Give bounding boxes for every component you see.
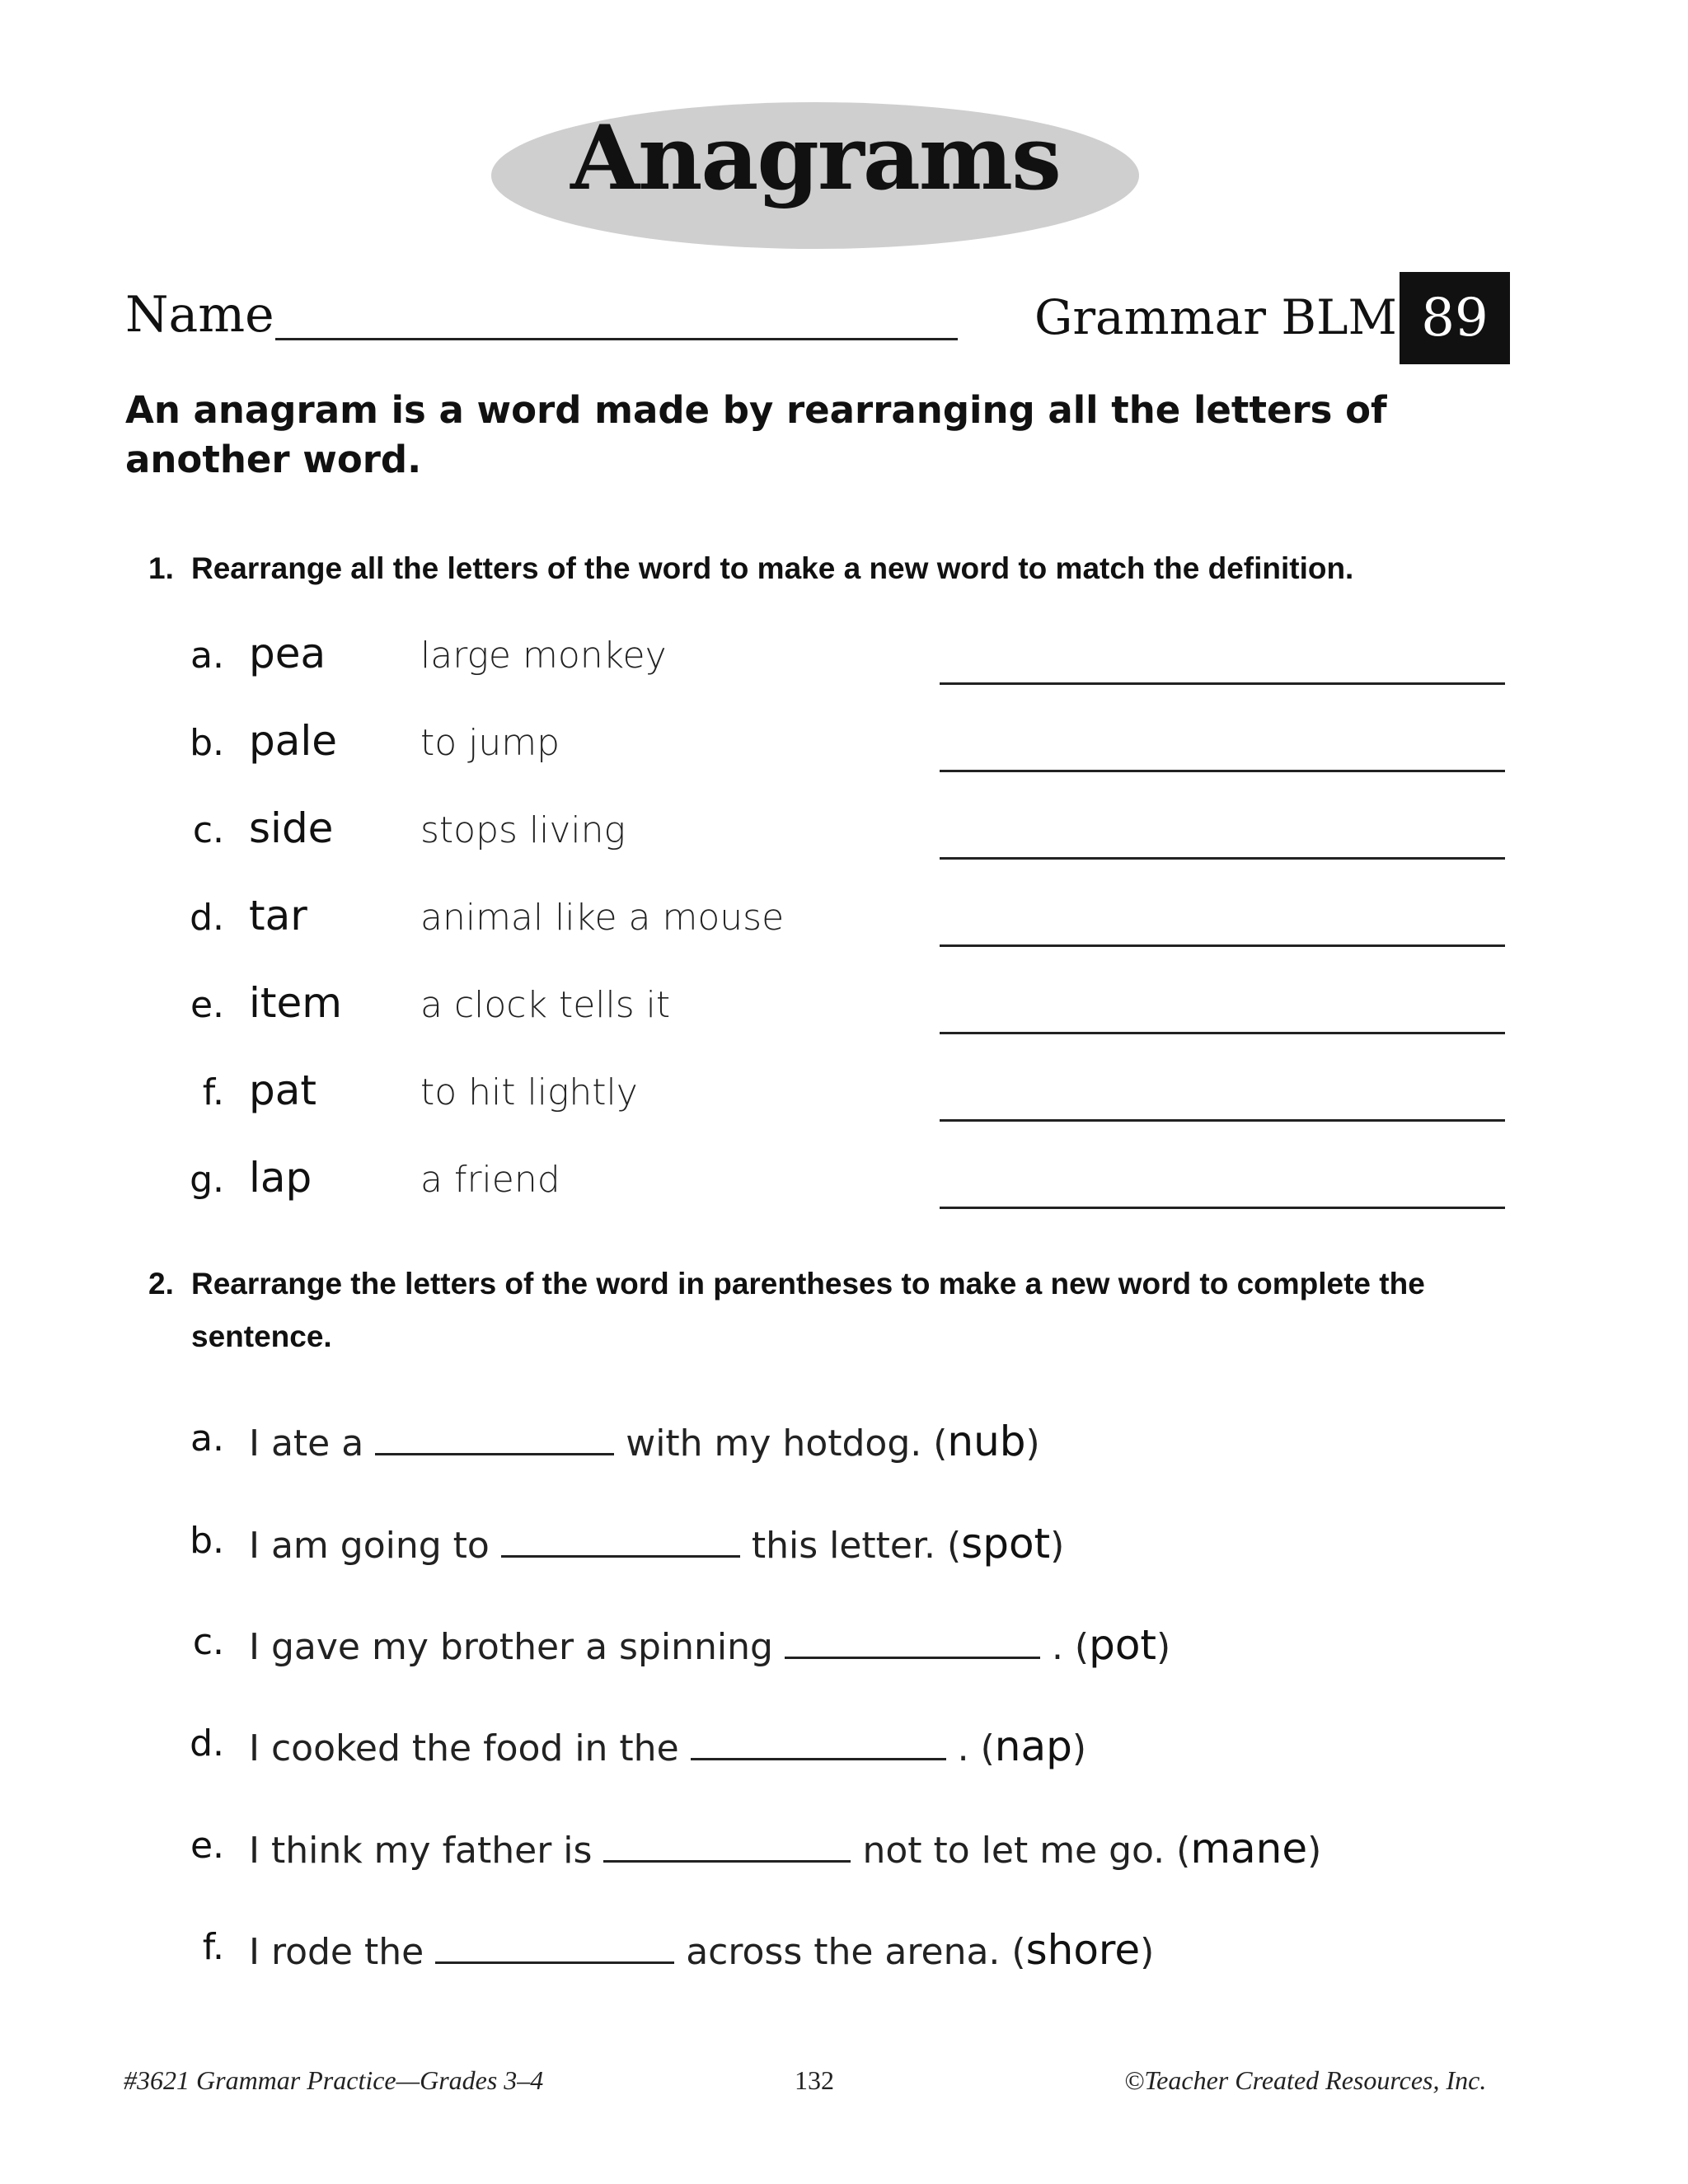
sentence-end: not to let me go. ( xyxy=(862,1830,1191,1872)
part1-item-c xyxy=(0,798,1688,864)
sentence-start: I gave my brother a spinning xyxy=(249,1626,773,1668)
item-word: pale xyxy=(249,717,338,765)
clue-close: ) xyxy=(1307,1830,1322,1872)
item-letter: b. xyxy=(190,722,224,764)
answer-line[interactable] xyxy=(940,1207,1505,1209)
sentence-start: I am going to xyxy=(249,1525,490,1567)
item-word: item xyxy=(249,979,342,1027)
clue-word: nap xyxy=(994,1722,1072,1770)
part2-item-d xyxy=(0,1708,1688,1782)
sentence xyxy=(249,1621,1170,1669)
answer-line[interactable] xyxy=(940,857,1505,860)
item-definition: large monkey xyxy=(420,635,667,677)
answer-line[interactable] xyxy=(940,1119,1505,1122)
part1-number: 1. xyxy=(148,551,174,585)
anagram-definition: An anagram is a word made by rearranging all the letters of another word. xyxy=(125,388,1387,481)
part1-item-d xyxy=(0,885,1688,951)
answer-blank[interactable] xyxy=(435,1929,674,1964)
part1-item-b xyxy=(0,710,1688,776)
part1-item-e xyxy=(0,972,1688,1038)
item-letter: e. xyxy=(190,984,224,1026)
sentence-end: this letter. ( xyxy=(751,1525,962,1567)
sentence-start: I rode the xyxy=(249,1931,424,1973)
answer-line[interactable] xyxy=(940,1032,1505,1034)
footer-page-number: 132 xyxy=(795,2065,834,2095)
part1-item-a xyxy=(0,623,1688,689)
part1-item-g xyxy=(0,1147,1688,1213)
clue-close: ) xyxy=(1025,1422,1040,1465)
part1-instruction xyxy=(148,542,1566,600)
blm-number-badge: 89 xyxy=(1400,272,1510,364)
answer-line[interactable] xyxy=(940,944,1505,947)
clue-word: mane xyxy=(1190,1825,1308,1872)
item-letter: g. xyxy=(190,1159,224,1201)
clue-word: shore xyxy=(1025,1926,1141,1974)
answer-line[interactable] xyxy=(940,770,1505,772)
item-definition: a clock tells it xyxy=(420,984,671,1026)
name-field-line[interactable] xyxy=(275,338,958,340)
sentence-end: across the arena. ( xyxy=(686,1931,1026,1973)
clue-word: spot xyxy=(961,1520,1051,1568)
item-letter: c. xyxy=(192,1621,224,1663)
item-letter: d. xyxy=(190,1722,224,1765)
item-word: lap xyxy=(249,1154,312,1202)
sentence xyxy=(249,1418,1040,1465)
answer-blank[interactable] xyxy=(501,1522,740,1558)
item-letter: d. xyxy=(190,897,224,939)
item-definition: to jump xyxy=(420,722,560,764)
sentence-start: I ate a xyxy=(249,1422,364,1465)
part1-item-f xyxy=(0,1060,1688,1126)
answer-blank[interactable] xyxy=(691,1725,946,1760)
page-title: Anagrams xyxy=(570,106,1060,210)
sentence-end: with my hotdog. ( xyxy=(626,1422,948,1465)
clue-close: ) xyxy=(1050,1525,1065,1567)
item-letter: f. xyxy=(202,1071,224,1113)
clue-word: nub xyxy=(947,1418,1026,1465)
item-word: pat xyxy=(249,1066,316,1114)
item-letter: f. xyxy=(202,1926,224,1968)
item-word: side xyxy=(249,804,334,852)
sentence-end: . ( xyxy=(957,1727,995,1769)
part2-instruction-text: Rearrange the letters of the word in parentheses to make a new word to complete the sentence. xyxy=(191,1267,1425,1353)
part2-item-f xyxy=(0,1911,1688,1985)
answer-line[interactable] xyxy=(940,682,1505,685)
answer-blank[interactable] xyxy=(603,1827,851,1863)
item-word: pea xyxy=(249,630,326,677)
footer-copyright: ©Teacher Created Resources, Inc. xyxy=(1124,2065,1487,2095)
item-letter: b. xyxy=(190,1520,224,1562)
item-letter: a. xyxy=(190,635,224,677)
clue-word: pot xyxy=(1089,1621,1157,1669)
part2-item-a xyxy=(0,1403,1688,1477)
part2-item-c xyxy=(0,1606,1688,1680)
item-definition: stops living xyxy=(420,809,626,851)
item-letter: e. xyxy=(190,1825,224,1867)
clue-close: ) xyxy=(1140,1931,1155,1973)
sentence xyxy=(249,1520,1064,1568)
sentence xyxy=(249,1825,1321,1872)
item-definition: a friend xyxy=(420,1159,560,1201)
part2-instruction xyxy=(148,1258,1566,1373)
part1-instruction-text: Rearrange all the letters of the word to make a new word to match the definition. xyxy=(191,551,1354,585)
name-label: Name xyxy=(125,286,274,344)
part2-item-e xyxy=(0,1810,1688,1884)
item-letter: c. xyxy=(192,809,224,851)
blm-label: Grammar BLM xyxy=(1034,289,1397,345)
clue-close: ) xyxy=(1071,1727,1087,1769)
sentence xyxy=(249,1926,1154,1974)
footer-book-title: #3621 Grammar Practice—Grades 3–4 xyxy=(124,2065,544,2095)
sentence-end: . ( xyxy=(1051,1626,1090,1668)
item-word: tar xyxy=(249,892,307,940)
part2-item-b xyxy=(0,1505,1688,1579)
sentence xyxy=(249,1722,1086,1770)
answer-blank[interactable] xyxy=(785,1624,1040,1659)
part2-number: 2. xyxy=(148,1267,174,1301)
answer-blank[interactable] xyxy=(375,1420,614,1455)
sentence-start: I cooked the food in the xyxy=(249,1727,679,1769)
item-letter: a. xyxy=(190,1418,224,1460)
item-definition: to hit lightly xyxy=(420,1071,638,1113)
item-definition: animal like a mouse xyxy=(420,897,785,939)
clue-close: ) xyxy=(1156,1626,1171,1668)
sentence-start: I think my father is xyxy=(249,1830,593,1872)
